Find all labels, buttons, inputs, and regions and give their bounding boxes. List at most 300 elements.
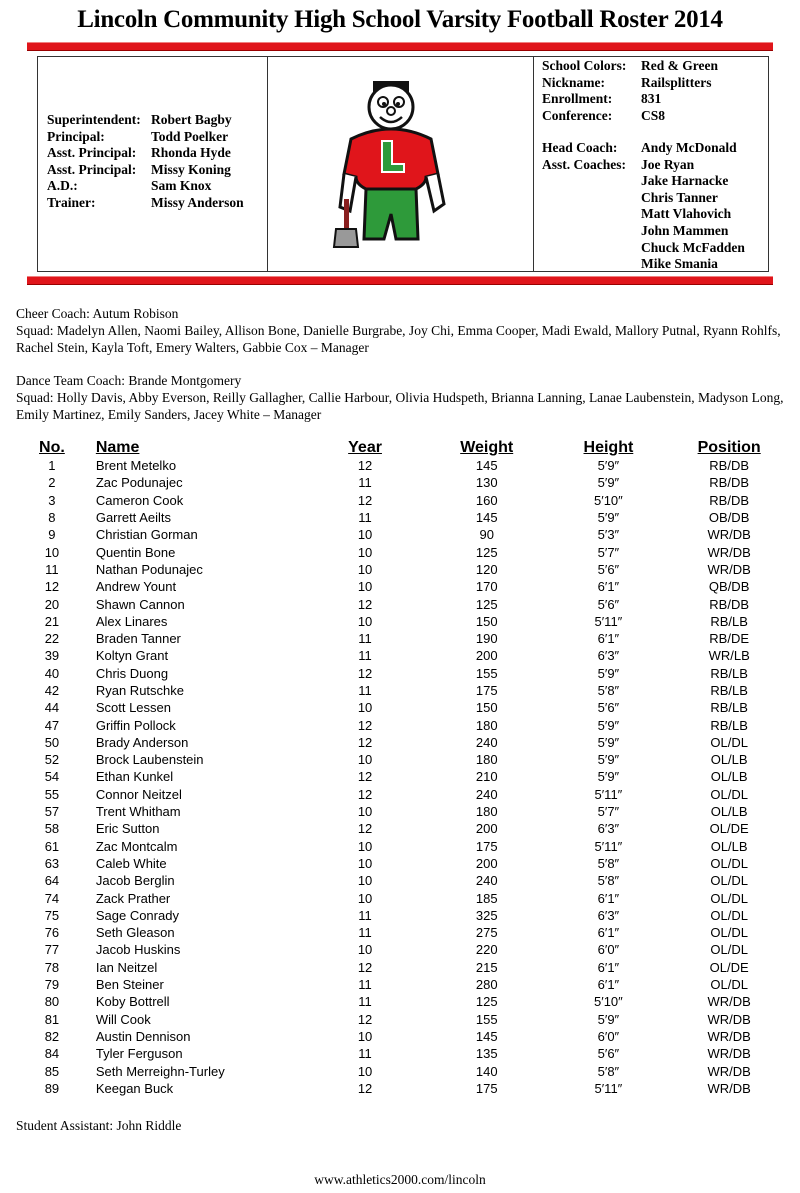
cell-weight: 175 <box>475 838 498 854</box>
admin-label: Asst. Principal: <box>47 161 137 177</box>
cell-weight: 275 <box>475 925 498 941</box>
cell-height: 6′3″ <box>597 821 620 837</box>
cell-height: 5′11″ <box>594 1080 623 1096</box>
cell-name: Jacob Berglin <box>95 873 175 889</box>
table-row <box>22 838 800 855</box>
cell-number: 40 <box>44 665 60 681</box>
table-row <box>22 1062 800 1079</box>
cell-height: 5′6″ <box>597 561 620 577</box>
info-value: 831 <box>641 91 662 107</box>
cell-weight: 215 <box>475 959 498 975</box>
cell-name: Zac Podunajec <box>95 475 183 491</box>
cell-position: OL/DL <box>710 873 748 889</box>
table-row <box>22 578 800 595</box>
cell-name: Koltyn Grant <box>95 648 169 664</box>
table-row <box>22 907 800 924</box>
cell-position: WR/DB <box>707 527 751 543</box>
cell-number: 64 <box>44 873 60 889</box>
cell-number: 58 <box>44 821 60 837</box>
cell-number: 22 <box>44 631 60 647</box>
cell-number: 8 <box>48 510 56 526</box>
cell-name: Will Cook <box>95 1011 151 1027</box>
cell-number: 39 <box>44 648 60 664</box>
cell-year: 12 <box>357 458 373 474</box>
cell-number: 61 <box>44 838 60 854</box>
cell-name: Nathan Podunajec <box>95 561 203 577</box>
cell-year: 12 <box>357 717 373 733</box>
cell-year: 12 <box>357 821 373 837</box>
table-row <box>22 751 800 768</box>
table-row <box>22 474 800 491</box>
cell-year: 10 <box>357 544 373 560</box>
cell-height: 6′1″ <box>597 890 620 906</box>
cell-year: 10 <box>357 613 373 629</box>
table-row <box>22 1045 800 1062</box>
cell-name: Caleb White <box>95 855 167 871</box>
cell-name: Brock Laubenstein <box>95 752 204 768</box>
info-box <box>37 56 769 272</box>
cell-year: 11 <box>358 683 372 698</box>
asst-coach-name: Chuck McFadden <box>641 239 745 255</box>
cell-height: 5′9″ <box>597 769 620 785</box>
cell-number: 63 <box>44 855 60 871</box>
cell-position: WR/DB <box>707 1046 751 1062</box>
cell-weight: 120 <box>475 561 498 577</box>
cell-weight: 90 <box>479 527 494 543</box>
cell-weight: 140 <box>475 1063 498 1079</box>
cell-year: 11 <box>358 648 372 664</box>
cell-year: 10 <box>357 855 373 871</box>
cell-height: 6′0″ <box>597 1028 620 1044</box>
cell-position: RB/DB <box>709 458 750 474</box>
cell-year: 10 <box>357 890 373 906</box>
table-row <box>22 941 800 958</box>
cell-height: 6′1″ <box>597 579 620 595</box>
cell-height: 5′11″ <box>594 613 623 629</box>
cell-number: 42 <box>44 683 60 698</box>
cell-position: RB/LB <box>710 613 748 629</box>
cell-number: 76 <box>44 925 60 941</box>
cell-year: 12 <box>357 786 373 802</box>
cell-weight: 175 <box>475 683 498 698</box>
cell-number: 11 <box>45 561 59 577</box>
cell-height: 5′9″ <box>597 717 620 733</box>
table-row <box>22 526 800 543</box>
cell-year: 10 <box>357 700 373 716</box>
admin-row <box>47 195 244 212</box>
cell-number: 44 <box>44 700 60 716</box>
cell-name: Scott Lessen <box>95 700 171 716</box>
cell-number: 75 <box>44 907 60 923</box>
table-row <box>22 1011 800 1028</box>
cell-year: 10 <box>357 579 373 595</box>
cell-weight: 130 <box>475 475 498 491</box>
cell-weight: 155 <box>475 1011 498 1027</box>
school-info-panel <box>534 57 768 271</box>
cell-year: 11 <box>358 907 372 923</box>
cell-position: RB/LB <box>710 717 748 733</box>
cell-position: WR/DB <box>707 994 751 1010</box>
column-header-position: Position <box>697 438 761 456</box>
cell-height: 5′9″ <box>597 458 620 474</box>
admin-row <box>47 178 244 195</box>
cell-weight: 280 <box>475 977 498 993</box>
cell-position: OL/DL <box>710 855 748 871</box>
cell-weight: 145 <box>475 510 498 526</box>
cell-name: Garrett Aeilts <box>95 510 171 526</box>
cell-position: WR/DB <box>707 1080 751 1096</box>
cell-height: 5′10″ <box>594 492 623 508</box>
cell-height: 6′1″ <box>597 977 620 993</box>
cell-name: Sage Conrady <box>95 907 179 923</box>
cell-weight: 175 <box>475 1080 498 1096</box>
cell-height: 5′3″ <box>597 527 620 543</box>
cell-number: 84 <box>44 1046 60 1062</box>
cell-number: 85 <box>44 1063 60 1079</box>
cell-number: 79 <box>44 977 60 993</box>
dance-coach: Dance Team Coach: Brande Montgomery <box>16 373 242 388</box>
table-row <box>22 682 800 699</box>
cell-height: 5′8″ <box>597 683 620 698</box>
cell-year: 11 <box>358 994 372 1010</box>
cell-height: 5′11″ <box>594 786 623 802</box>
cell-height: 6′3″ <box>597 907 620 923</box>
cell-year: 11 <box>358 977 372 993</box>
roster-table <box>22 438 800 1097</box>
admin-value: Todd Poelker <box>151 128 229 144</box>
administration-panel <box>38 57 268 271</box>
cell-name: Connor Neitzel <box>95 786 182 802</box>
cell-name: Braden Tanner <box>95 631 181 647</box>
column-header-height: Height <box>583 438 634 456</box>
cell-number: 82 <box>44 1028 60 1044</box>
asst-coach-name: John Mammen <box>641 222 729 238</box>
page-title: Lincoln Community High School Varsity Football Roster 2014 <box>77 6 723 33</box>
cheer-section <box>16 305 786 356</box>
cell-number: 52 <box>44 752 60 768</box>
cell-weight: 155 <box>475 665 498 681</box>
info-label: Conference: <box>542 107 613 123</box>
cell-height: 5′9″ <box>597 734 620 750</box>
cell-year: 12 <box>357 665 373 681</box>
cell-name: Griffin Pollock <box>95 717 176 733</box>
cell-position: OL/DL <box>710 977 748 993</box>
footer-url: www.athletics2000.com/lincoln <box>314 1172 486 1187</box>
cell-number: 1 <box>48 458 56 474</box>
table-row <box>22 699 800 716</box>
cell-name: Quentin Bone <box>95 544 176 560</box>
asst-coach-row <box>542 240 745 257</box>
cell-height: 5′7″ <box>597 544 620 560</box>
info-value: CS8 <box>641 107 666 123</box>
cell-name: Ryan Rutschke <box>95 683 184 698</box>
cell-position: RB/LB <box>710 665 748 681</box>
cell-position: WR/DB <box>707 1063 751 1079</box>
cell-weight: 200 <box>475 821 498 837</box>
table-row <box>22 768 800 785</box>
cell-height: 5′8″ <box>597 855 620 871</box>
cell-year: 12 <box>357 959 373 975</box>
cell-position: OL/DL <box>710 786 748 802</box>
cell-number: 78 <box>44 959 60 975</box>
cell-weight: 125 <box>475 596 498 612</box>
cell-number: 9 <box>48 527 56 543</box>
cell-number: 10 <box>44 544 60 560</box>
cell-name: Christian Gorman <box>95 527 198 543</box>
table-row <box>22 734 800 751</box>
cell-weight: 160 <box>475 492 498 508</box>
cell-number: 47 <box>44 717 60 733</box>
cell-name: Alex Linares <box>95 613 168 629</box>
cell-number: 3 <box>48 492 56 508</box>
head-coach-label: Head Coach: <box>542 140 618 155</box>
admin-value: Missy Anderson <box>151 194 244 210</box>
school-info-row <box>542 75 718 92</box>
cell-weight: 180 <box>475 804 498 820</box>
cell-weight: 240 <box>475 873 498 889</box>
admin-row <box>47 162 244 179</box>
cell-height: 5′11″ <box>594 838 623 854</box>
admin-label: A.D.: <box>47 178 78 194</box>
cell-height: 6′0″ <box>597 942 620 958</box>
cell-position: OL/DL <box>710 925 748 941</box>
cell-name: Jacob Huskins <box>95 942 181 958</box>
asst-coach-row <box>542 256 745 273</box>
cell-position: QB/DB <box>708 579 750 595</box>
table-row <box>22 716 800 733</box>
cell-height: 5′6″ <box>597 700 620 716</box>
cell-year: 10 <box>357 527 373 543</box>
asst-coach-row <box>542 190 745 207</box>
asst-coach-name: Matt Vlahovich <box>641 206 732 222</box>
cell-number: 89 <box>44 1080 60 1096</box>
cell-year: 11 <box>358 510 372 526</box>
cell-name: Austin Dennison <box>95 1028 191 1044</box>
cell-position: RB/LB <box>710 700 748 716</box>
asst-coach-name: Jake Harnacke <box>641 173 729 189</box>
cell-position: WR/DB <box>707 1011 751 1027</box>
admin-value: Missy Koning <box>151 161 231 177</box>
admin-row <box>47 145 244 162</box>
cell-year: 10 <box>357 838 373 854</box>
admin-row <box>47 112 244 129</box>
cell-number: 74 <box>44 890 60 906</box>
cell-height: 6′3″ <box>597 648 620 664</box>
dance-squad: Squad: Holly Davis, Abby Everson, Reilly Gallagher, Callie Harbour, Olivia Hudspeth, Brianna Lanning, Lanae Laubenstein, Madyson Long, Emily Martinez, Emily Sanders, Jacey White – Manager <box>16 390 784 422</box>
table-row <box>22 509 800 526</box>
cell-year: 10 <box>357 752 373 768</box>
cell-height: 5′6″ <box>597 596 620 612</box>
admin-row <box>47 129 244 146</box>
cell-weight: 190 <box>475 631 498 647</box>
cell-position: OL/DE <box>709 821 749 837</box>
asst-coach-label: Asst. Coaches: <box>542 156 626 172</box>
cell-year: 12 <box>357 1080 373 1096</box>
cell-height: 5′9″ <box>597 1011 620 1027</box>
cell-weight: 125 <box>475 994 498 1010</box>
cell-year: 12 <box>357 769 373 785</box>
info-value: Railsplitters <box>641 74 712 90</box>
cell-height: 5′9″ <box>597 752 620 768</box>
cell-position: OL/DL <box>710 942 748 958</box>
cell-name: Seth Merreighn-Turley <box>95 1063 225 1079</box>
mascot-panel <box>268 57 534 271</box>
cell-weight: 240 <box>475 734 498 750</box>
cell-weight: 220 <box>475 942 498 958</box>
cell-weight: 145 <box>475 1028 498 1044</box>
cell-year: 10 <box>357 942 373 958</box>
cell-name: Tyler Ferguson <box>95 1046 183 1062</box>
cell-weight: 325 <box>475 907 498 923</box>
cell-height: 5′9″ <box>597 475 620 491</box>
cell-position: RB/DE <box>709 631 750 647</box>
cell-name: Brady Anderson <box>95 734 189 750</box>
cell-position: OL/LB <box>710 838 748 854</box>
cell-name: Trent Whitham <box>95 804 181 820</box>
cell-position: OB/DB <box>708 510 750 526</box>
asst-coach-row <box>542 206 745 223</box>
school-info-row <box>542 58 718 75</box>
table-row <box>22 1028 800 1045</box>
table-row <box>22 457 800 474</box>
table-row <box>22 889 800 906</box>
cell-position: WR/DB <box>707 1028 751 1044</box>
cell-height: 5′8″ <box>597 1063 620 1079</box>
asst-coach-row <box>542 223 745 240</box>
cell-weight: 150 <box>475 700 498 716</box>
cell-number: 12 <box>44 579 60 595</box>
table-row <box>22 872 800 889</box>
cell-weight: 145 <box>475 458 498 474</box>
table-row <box>22 959 800 976</box>
cell-weight: 170 <box>475 579 498 595</box>
cell-number: 21 <box>44 613 60 629</box>
table-row <box>22 803 800 820</box>
asst-coach-name: Mike Smania <box>641 256 718 272</box>
school-info-row <box>542 108 718 125</box>
admin-label: Principal: <box>47 128 105 144</box>
cell-name: Eric Sutton <box>95 821 160 837</box>
cell-name: Zack Prather <box>95 890 171 906</box>
cell-weight: 180 <box>475 717 498 733</box>
table-row <box>22 543 800 560</box>
asst-coach-row <box>542 173 745 190</box>
cell-name: Keegan Buck <box>95 1080 174 1096</box>
column-header-number: No. <box>39 438 65 456</box>
cell-position: RB/DB <box>709 596 750 612</box>
cell-weight: 240 <box>475 786 498 802</box>
cell-name: Ben Steiner <box>95 977 164 993</box>
asst-coach-row <box>542 157 745 174</box>
cell-height: 5′9″ <box>597 510 620 526</box>
cell-year: 10 <box>357 804 373 820</box>
table-row <box>22 630 800 647</box>
info-label: Nickname: <box>542 74 605 90</box>
cell-name: Zac Montcalm <box>95 838 178 854</box>
admin-value: Sam Knox <box>151 178 212 194</box>
cell-position: OL/LB <box>710 769 748 785</box>
cell-weight: 200 <box>475 855 498 871</box>
cell-weight: 135 <box>475 1046 498 1062</box>
cell-name: Ethan Kunkel <box>95 769 174 785</box>
cell-position: OL/LB <box>710 804 748 820</box>
table-row <box>22 924 800 941</box>
cell-name: Andrew Yount <box>95 579 177 595</box>
info-label: Enrollment: <box>542 91 613 107</box>
cell-height: 5′7″ <box>597 804 620 820</box>
cell-weight: 210 <box>475 769 498 785</box>
admin-label: Asst. Principal: <box>47 145 137 161</box>
asst-coach-name: Chris Tanner <box>641 189 718 205</box>
cell-position: OL/LB <box>710 752 748 768</box>
cell-name: Shawn Cannon <box>95 596 185 612</box>
cell-height: 5′6″ <box>597 1046 620 1062</box>
table-row <box>22 613 800 630</box>
table-row <box>22 561 800 578</box>
bottom-divider <box>27 276 773 285</box>
cell-year: 10 <box>357 561 373 577</box>
asst-coach-name: Joe Ryan <box>641 156 695 172</box>
cell-position: OL/DL <box>710 890 748 906</box>
cell-weight: 200 <box>475 648 498 664</box>
cell-number: 50 <box>44 734 60 750</box>
cell-number: 81 <box>44 1011 60 1027</box>
cell-year: 10 <box>357 1063 373 1079</box>
cell-number: 57 <box>44 804 60 820</box>
dance-section <box>16 372 786 423</box>
cell-name: Cameron Cook <box>95 492 184 508</box>
cell-position: OL/DL <box>710 907 748 923</box>
cell-year: 11 <box>358 1046 372 1062</box>
cell-name: Chris Duong <box>95 665 169 681</box>
table-row <box>22 820 800 837</box>
cell-number: 2 <box>48 475 56 491</box>
table-row <box>22 976 800 993</box>
cell-position: RB/LB <box>710 683 748 698</box>
cell-number: 55 <box>44 786 60 802</box>
cell-position: RB/DB <box>709 492 750 508</box>
admin-value: Rhonda Hyde <box>151 145 231 161</box>
table-row <box>22 1080 800 1097</box>
cell-number: 77 <box>44 942 60 958</box>
school-info-row <box>542 91 718 108</box>
info-label: School Colors: <box>542 58 627 73</box>
cell-name: Koby Bottrell <box>95 994 170 1010</box>
cell-position: WR/DB <box>707 544 751 560</box>
cell-number: 54 <box>44 769 60 785</box>
mascot-logo <box>326 79 476 249</box>
cell-year: 10 <box>357 1028 373 1044</box>
cell-year: 10 <box>357 873 373 889</box>
cell-height: 5′10″ <box>594 994 623 1010</box>
table-row <box>22 855 800 872</box>
cheer-coach: Cheer Coach: Autum Robison <box>16 306 179 321</box>
top-divider <box>27 42 773 51</box>
table-row <box>22 492 800 509</box>
cell-name: Seth Gleason <box>95 925 175 941</box>
cell-height: 6′1″ <box>597 925 620 941</box>
cell-weight: 125 <box>475 544 498 560</box>
cell-weight: 180 <box>475 752 498 768</box>
column-header-year: Year <box>348 438 382 456</box>
table-row <box>22 993 800 1010</box>
admin-label: Trainer: <box>47 194 96 210</box>
cell-weight: 185 <box>475 890 498 906</box>
cell-name: Brent Metelko <box>95 458 177 474</box>
cell-position: WR/DB <box>707 561 751 577</box>
admin-value: Robert Bagby <box>151 112 232 127</box>
head-coach-value: Andy McDonald <box>641 140 737 155</box>
